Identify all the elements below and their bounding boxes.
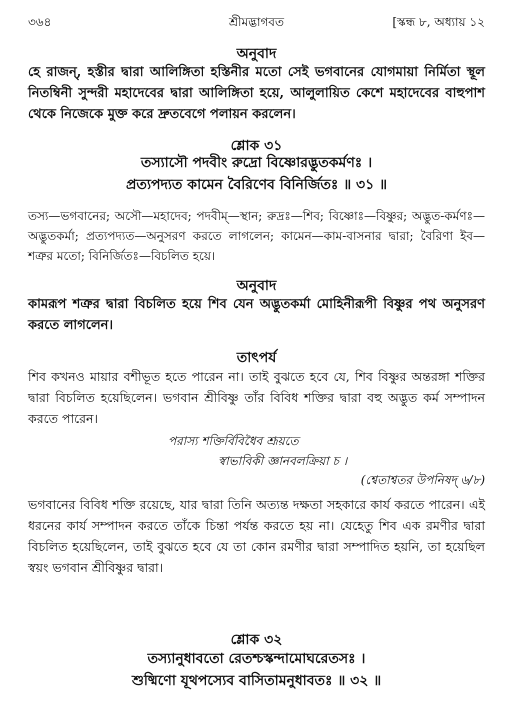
verse-heading: শ্লোক ৩২ xyxy=(230,632,283,648)
quote-line: স্বাভাবিকী জ্ঞানবলক্রিয়া চ । xyxy=(218,454,348,468)
translation-heading: অনুবাদ xyxy=(236,278,277,294)
purport-heading: তাৎপর্য xyxy=(236,350,277,366)
translation-text: হে রাজন্, হস্তীর দ্বারা আলিঙ্গিতা হস্তিনীর মতো সেই ভগবানের যোগমায়া নির্মিতা স্থূল নিতম্বিনী সুন্দরী মহাদেবের দ্বারা আলিঙ্গিতা হয়ে, আলুলায়িত কেশে মহাদেবের বাহুপাশ থেকে নিজেকে মুক্ত করে দ্রুতবেগে পলায়ন করলেন। xyxy=(28,65,485,122)
verse-line: তস্যাসৌ পদবীং রুদ্রো বিষ্ণোরদ্ভুতকর্মণঃ । xyxy=(140,155,373,171)
purport-paragraph: ভগবানের বিবিধ শক্তি রয়েছে, যার দ্বারা তিনি অত্যন্ত দক্ষতা সহকারে কার্য করতে পারেন। এই ধরনের কার্য সম্পাদন করতে তাঁকে চিন্তা পর্যন্ত করতে হয় না। যেহেতু শিব এক রমণীর দ্বারা বিচলিত হয়েছিলেন, তাই বুঝতে হবে যে তা কোন রমণীর দ্বারা সম্পাদিত হয়নি, তা হয়েছিল স্বয়ং ভগবান শ্রীবিষ্ণুর দ্বারা। xyxy=(28,497,485,575)
purport-paragraph: শিব কখনও মায়ার বশীভূত হতে পারেন না। তাই বুঝতে হবে যে, শিব বিষ্ণুর অন্তরঙ্গা শক্তির দ্বারা বিচলিত হয়েছিলেন। ভগবান শ্রীবিষ্ণু তাঁর বিবিধ শক্তির দ্বারা বহু অদ্ভুত কর্ম সম্পাদন করতে পারেন। xyxy=(28,369,485,426)
chapter-reference: [স্কন্ধ ৮, অধ্যায় ১২ xyxy=(392,15,485,29)
page-number: ৩৬৪ xyxy=(28,15,52,29)
translation-text: কামরূপ শত্রুর দ্বারা বিচলিত হয়ে শিব যেন অদ্ভুতকর্মা মোহিনীরূপী বিষ্ণুর পথ অনুসরণ করতে লাগলেন। xyxy=(28,297,485,333)
verse-heading: শ্লোক ৩১ xyxy=(230,138,283,154)
verse-line: শুষ্মিণো যূথপস্যেব বাসিতামনুধাবতঃ ॥ ৩২ ॥ xyxy=(131,673,382,689)
quote-line: পরাস্য শক্তির্বিবিধৈব শ্রূয়তে xyxy=(168,434,299,448)
running-header xyxy=(28,14,485,32)
verse-line: তস্যানুধাবতো রেতশ্চস্কন্দামোঘরেতসঃ । xyxy=(147,651,366,667)
synonyms: তস্য—ভগবানের; অসৌ—মহাদেব; পদবীম্—স্থান; রুদ্রঃ—শিব; বিষ্ণোঃ—বিষ্ণুর; অদ্ভুত-কর্মণঃ—অদ্ভুতকর্মা; প্রত্যপদ্যত—অনুসরণ করতে লাগলেন; কামেন—কাম-বাসনার দ্বারা; বৈরিণা ইব—শত্রুর মতো; বিনির্জিতঃ—বিচলিত হয়ে। xyxy=(28,209,485,263)
translation-heading: অনুবাদ xyxy=(236,46,277,62)
verse-line: প্রত্যপদ্যত কামেন বৈরিণেব বিনির্জিতঃ ॥ ৩১ ॥ xyxy=(125,177,388,193)
quote-reference: (শ্বেতাশ্বতর উপনিষদ্ ৬/৮) xyxy=(360,473,485,487)
book-title: শ্রীমদ্ভাগবত xyxy=(228,15,284,29)
